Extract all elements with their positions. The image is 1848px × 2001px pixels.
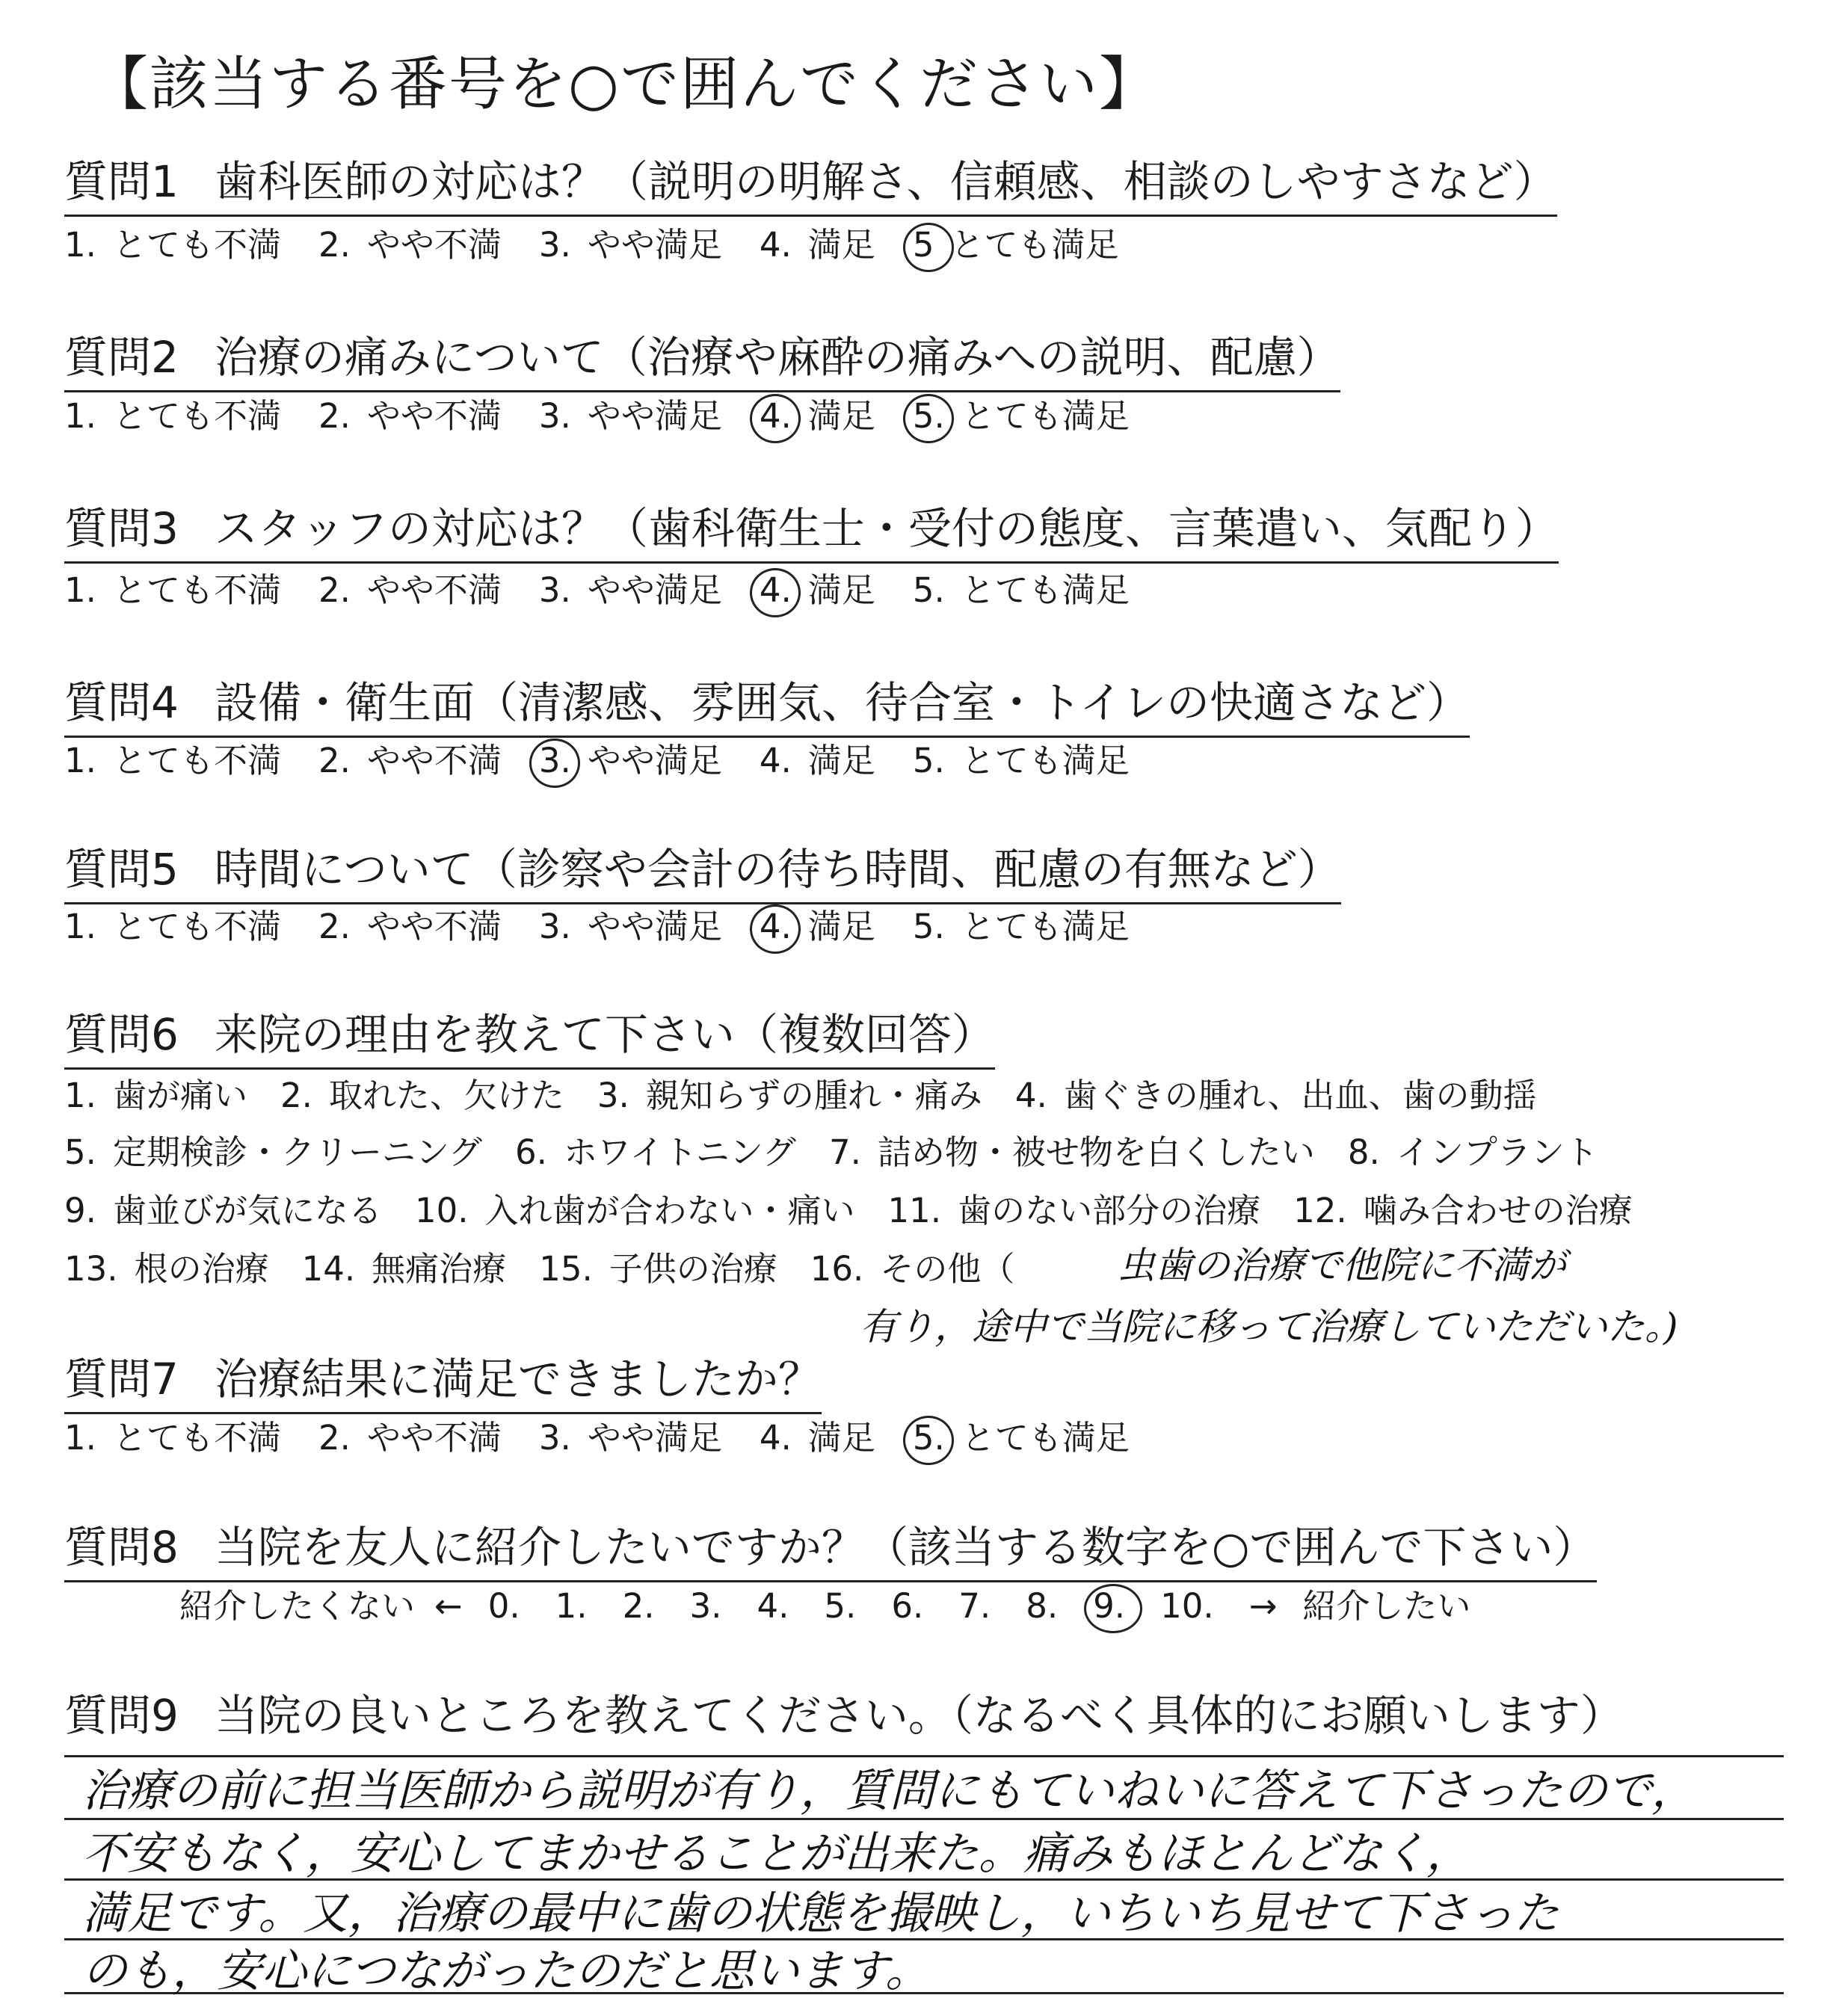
question-5-options [64, 903, 1167, 951]
scale-left-label: 紹介したくない [179, 1586, 416, 1626]
scale-number-7[interactable]: 7. [958, 1586, 991, 1626]
option-3[interactable]: 3. やや満足 [538, 570, 722, 610]
option-2[interactable]: 2. やや不満 [318, 570, 502, 610]
scale-number-10[interactable]: 10. [1160, 1586, 1214, 1626]
question-text: 来院の理由を教えて下さい（複数回答） [214, 1009, 995, 1060]
right-arrow-icon: → [1248, 1586, 1278, 1626]
question-label: 質問3 [64, 503, 179, 554]
question-text: 設備・衛生面（清潔感、雰囲気、待合室・トイレの快適さなど） [214, 677, 1470, 728]
question-text: 当院を友人に紹介したいですか？（該当する数字を○で囲んで下さい） [214, 1522, 1597, 1573]
option-15[interactable]: 15. 子供の治療 [539, 1249, 777, 1289]
option-12[interactable]: 12. 噛み合わせの治療 [1293, 1191, 1633, 1230]
option-9[interactable]: 9. 歯並びが気になる [64, 1191, 382, 1230]
option-3[interactable]: 3. やや満足 [538, 907, 722, 946]
scale-number-2[interactable]: 2. [622, 1586, 655, 1626]
selection-circle [903, 394, 954, 443]
question-label: 質問4 [64, 677, 179, 728]
option-2[interactable]: 2. やや不満 [318, 1418, 502, 1458]
selection-circle [1084, 1584, 1142, 1633]
answer-text-line-3: 満足です。又，治療の最中に歯の状態を撮映し，いちいち見せて下さった [82, 1887, 1559, 1940]
question-4-options [64, 737, 1167, 785]
option-2[interactable]: 2. やや不満 [318, 225, 502, 265]
option-2[interactable]: 2. やや不満 [318, 396, 502, 436]
question-1-options [64, 221, 1156, 269]
option-1[interactable]: 1. 歯が痛い [64, 1076, 247, 1115]
answer-rule-1 [64, 1755, 1784, 1757]
scale-number-4[interactable]: 4. [757, 1586, 789, 1626]
question-label: 質問5 [64, 844, 179, 895]
option-5[interactable]: 5. とても満足 [912, 570, 1130, 610]
scale-number-9-selected[interactable]: 9. [1093, 1582, 1125, 1630]
option-3[interactable]: 3. 親知らずの腫れ・痛み [597, 1076, 982, 1115]
question-3-options [64, 567, 1167, 614]
question-label: 質問1 [64, 156, 179, 207]
scale-right-label: 紹介したい [1302, 1586, 1471, 1626]
other-reason-handwritten-2: 有り，途中で当院に移って治療していただいた。) [860, 1305, 1678, 1348]
selection-circle [750, 568, 801, 617]
scale-number-1[interactable]: 1. [555, 1586, 588, 1626]
option-5[interactable]: 5. とても満足 [912, 907, 1130, 946]
scale-number-8[interactable]: 8. [1026, 1586, 1059, 1626]
question-8-title [64, 1517, 1597, 1582]
option-11[interactable]: 11. 歯のない部分の治療 [887, 1191, 1261, 1230]
option-1[interactable]: 1. とても不満 [64, 225, 281, 265]
question-label: 質問9 [64, 1690, 179, 1741]
question-3-title [64, 499, 1559, 564]
option-13[interactable]: 13. 根の治療 [64, 1249, 269, 1289]
option-5-selected[interactable]: 5. とても満足 [913, 1414, 1130, 1462]
question-2-title [64, 327, 1340, 392]
option-1[interactable]: 1. とても不満 [64, 1418, 281, 1458]
option-7[interactable]: 7. 詰め物・被せ物を白くしたい [828, 1132, 1315, 1172]
option-1[interactable]: 1. とても不満 [64, 907, 281, 946]
question-4-title [64, 673, 1470, 738]
option-4[interactable]: 4. 満足 [759, 225, 875, 265]
option-16-other[interactable]: 16. その他（ [810, 1249, 1015, 1289]
option-3[interactable]: 3. やや満足 [538, 396, 722, 436]
scale-number-6[interactable]: 6. [891, 1586, 924, 1626]
option-6[interactable]: 6. ホワイトニング [515, 1132, 796, 1172]
question-7-options [64, 1414, 1167, 1462]
answer-text-line-1: 治療の前に担当医師から説明が有り，質問にもていねいに答えて下さったので， [82, 1765, 1696, 1817]
question-label: 質問6 [64, 1009, 179, 1060]
option-2[interactable]: 2. 取れた、欠けた [280, 1076, 564, 1115]
option-3-selected[interactable]: 3. やや満足 [539, 737, 722, 785]
selection-circle [903, 223, 954, 272]
option-5-selected[interactable]: 5. とても満足 [913, 392, 1130, 440]
answer-text-line-4: のも，安心につながったのだと思います。 [82, 1945, 930, 1997]
question-label: 質問8 [64, 1522, 179, 1573]
option-5-selected[interactable]: 5 とても満足 [913, 221, 1119, 269]
question-7-title [64, 1349, 822, 1414]
option-10[interactable]: 10. 入れ歯が合わない・痛い [414, 1191, 855, 1230]
selection-circle [750, 904, 801, 954]
question-5-title [64, 839, 1341, 904]
selection-circle [903, 1416, 954, 1465]
selection-circle [529, 739, 580, 788]
option-5[interactable]: 5. とても満足 [912, 741, 1130, 780]
question-6-options-row-3 [64, 1187, 1666, 1235]
option-4-selected[interactable]: 4. 満足 [760, 392, 875, 440]
page-heading: 【該当する番号を○で囲んでください】 [90, 51, 1159, 118]
answer-text-line-2: 不安もなく，安心してまかせることが出来た。痛みもほとんどなく， [82, 1828, 1471, 1880]
scale-number-5[interactable]: 5. [824, 1586, 857, 1626]
option-2[interactable]: 2. やや不満 [318, 907, 502, 946]
option-4[interactable]: 4. 歯ぐきの腫れ、出血、歯の動揺 [1014, 1076, 1537, 1115]
question-text: 治療の痛みについて（治療や麻酔の痛みへの説明、配慮） [214, 332, 1340, 383]
left-arrow-icon: ← [434, 1586, 463, 1626]
question-6-options-row-1 [64, 1072, 1570, 1120]
option-4[interactable]: 4. 満足 [759, 1418, 875, 1458]
option-3[interactable]: 3. やや満足 [538, 225, 722, 265]
selection-circle [750, 394, 801, 443]
other-reason-handwritten-1: 虫歯の治療で他院に不満が [1118, 1244, 1566, 1287]
option-4[interactable]: 4. 満足 [759, 741, 875, 780]
scale-number-0[interactable]: 0. [487, 1586, 520, 1626]
option-4-selected[interactable]: 4. 満足 [760, 567, 875, 614]
option-1[interactable]: 1. とても不満 [64, 741, 281, 780]
recommendation-scale [179, 1582, 1490, 1630]
option-1[interactable]: 1. とても不満 [64, 396, 281, 436]
option-5[interactable]: 5. 定期検診・クリーニング [64, 1132, 483, 1172]
option-1[interactable]: 1. とても不満 [64, 570, 281, 610]
option-3[interactable]: 3. やや満足 [538, 1418, 722, 1458]
question-text: 当院の良いところを教えてください。（なるべく具体的にお願いします） [214, 1690, 1624, 1741]
question-label: 質問7 [64, 1354, 179, 1405]
question-label: 質問2 [64, 332, 179, 383]
option-14[interactable]: 14. 無痛治療 [301, 1249, 507, 1289]
question-9-title [64, 1686, 1624, 1748]
option-8[interactable]: 8. インプラント [1347, 1132, 1598, 1172]
question-text: 治療結果に満足できましたか？ [214, 1354, 822, 1405]
question-6-options-row-4 [64, 1245, 1047, 1293]
question-text: スタッフの対応は？（歯科衛生士・受付の態度、言葉遣い、気配り） [214, 503, 1559, 554]
question-6-options-row-2 [64, 1129, 1631, 1177]
question-text: 歯科医師の対応は？（説明の明解さ、信頼感、相談のしやすさなど） [214, 156, 1557, 207]
question-1-title [64, 152, 1557, 217]
option-2[interactable]: 2. やや不満 [318, 741, 502, 780]
question-text: 時間について（診察や会計の待ち時間、配慮の有無など） [214, 844, 1341, 895]
question-2-options [64, 392, 1167, 440]
scale-number-3[interactable]: 3. [689, 1586, 722, 1626]
question-6-title [64, 1005, 995, 1070]
option-4-selected[interactable]: 4. 満足 [760, 903, 875, 951]
